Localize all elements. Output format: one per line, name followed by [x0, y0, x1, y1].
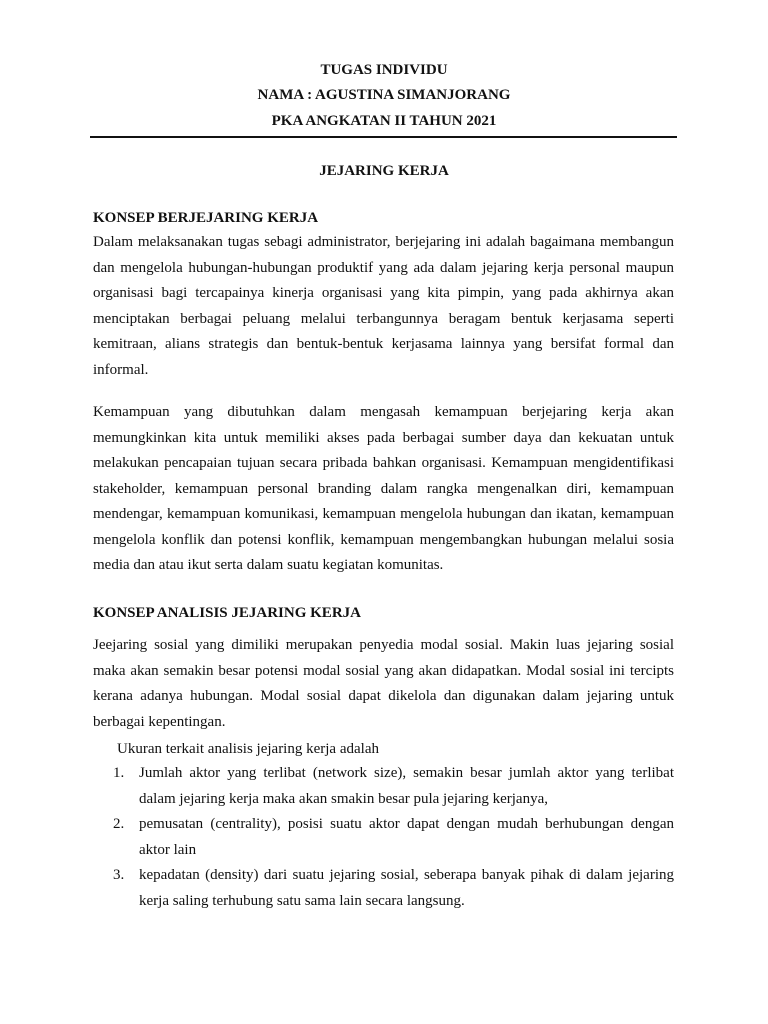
list-item-number: 2.: [113, 816, 125, 832]
paragraph-analisis-1: Jeejaring sosial yang dimiliki merupakan penyedia modal sosial. Makin luas jejaring sosial maka akan semakin besar potensi modal sosial yang akan didapatkan. Modal sosial ini tercipts kerana adanya hubungan. Modal sosial dapat dikelola dan digunakan dalam jejaring untuk berbagai kepentingan.: [93, 637, 674, 730]
list-item-text: Jumlah aktor yang terlibat (network size), semakin besar jumlah aktor yang terlibat dalam jejaring kerja maka akan smakin besar pula jejaring kerjanya,: [139, 765, 674, 807]
header-line-2: NAMA : AGUSTINA SIMANJORANG: [257, 87, 511, 103]
document-title: JEJARING KERJA: [319, 163, 449, 179]
list-intro: Ukuran terkait analisis jejaring kerja adalah: [117, 741, 379, 757]
list-item-text: pemusatan (centrality), posisi suatu aktor dapat dengan mudah berhubungan dengan aktor lain: [139, 816, 674, 858]
list-item-number: 3.: [113, 867, 125, 883]
section-heading-analisis-jejaring: KONSEP ANALISIS JEJARING KERJA: [93, 605, 361, 621]
header-divider: [90, 136, 677, 138]
list-item-number: 1.: [113, 765, 125, 781]
paragraph-berjejaring-1: Dalam melaksanakan tugas sebagi administrator, berjejaring ini adalah bagaimana membangun dan mengelola hubungan-hubungan produktif yang ada dalam jejaring kerja personal maupun organisasi bagi tercapainya kinerja organisasi yang kita pimpin, yang pada akhirnya akan menciptakan berbagai peluang melalui terbangunnya beragam bentuk kerjasama seperti kemitraan, alians strategis dan bentuk-bentuk kerjasama lainnya yang bersifat formal dan informal.: [93, 234, 674, 378]
list-item-text: kepadatan (density) dari suatu jejaring sosial, seberapa banyak pihak di dalam jejaring kerja saling terhubung satu sama lain secara langsung.: [139, 867, 674, 909]
header-line-3: PKA ANGKATAN II TAHUN 2021: [271, 113, 497, 129]
paragraph-berjejaring-2: Kemampuan yang dibutuhkan dalam mengasah kemampuan berjejaring kerja akan memungkinkan kita untuk memiliki akses pada berbagai sumber daya dan kekuatan untuk melakukan pencapaian tujuan secara pribada bahkan organisasi. Kemampuan mengidentifikasi stakeholder, kemampuan personal branding dalam rangka mengenalkan diri, kemampuan mendengar, kemampuan komunikasi, kemampuan mengelola hubungan dan ikatan, kemampuan mengelola konflik dan potensi konflik, kemampuan mengembangkan hubungan melalui sosia media dan atau ikut serta dalam suatu kegiatan komunitas.: [93, 404, 674, 573]
header-line-1: TUGAS INDIVIDU: [320, 62, 448, 78]
section-heading-konsep-berjejaring: KONSEP BERJEJARING KERJA: [93, 210, 319, 226]
